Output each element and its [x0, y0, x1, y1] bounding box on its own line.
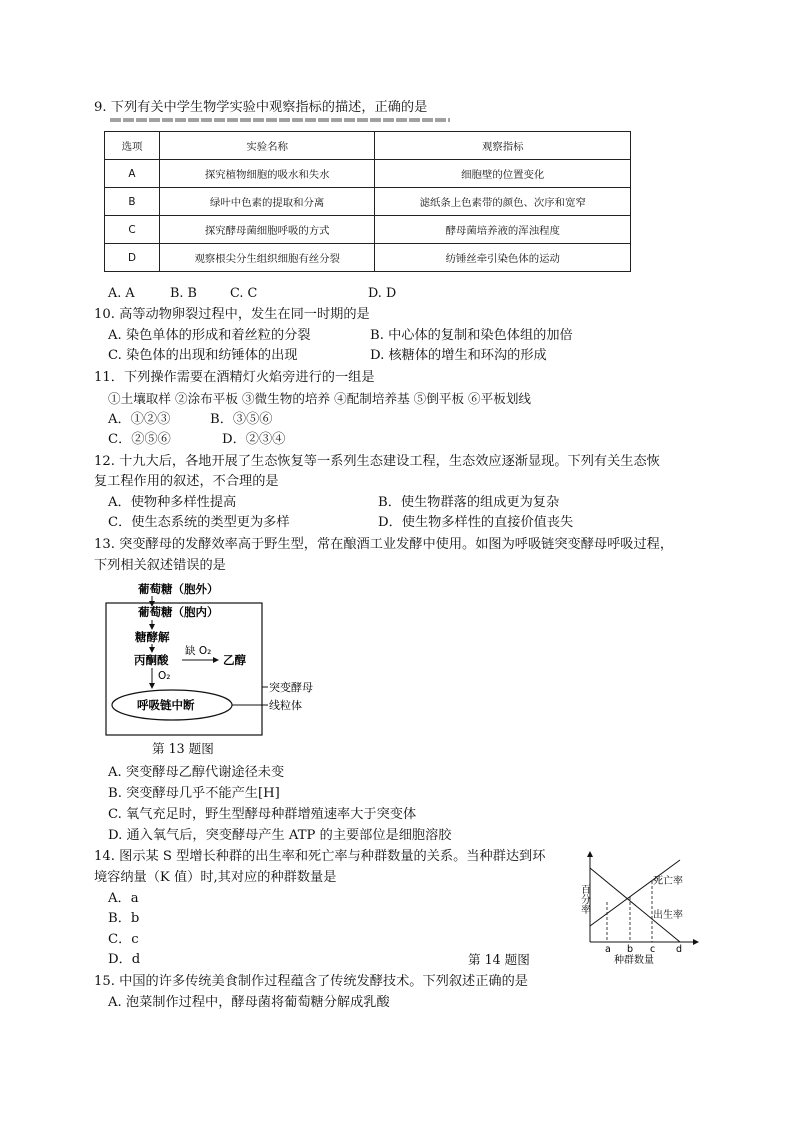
- q9-stem: 9. 下列有关中学生物学实验中观察指标的描述，正确的是: [94, 100, 428, 115]
- q11-option-c: C．②⑤⑥: [108, 432, 171, 447]
- q11-option-a: A．①②③: [108, 412, 171, 427]
- table-header: 选项: [105, 132, 160, 160]
- table-row: [105, 160, 631, 188]
- table-row: [105, 188, 631, 216]
- q15-option-a: A. 泡菜制作过程中，酵母菌将葡萄糖分解成乳酸: [108, 995, 390, 1010]
- q9-option-b: B. B: [170, 286, 197, 301]
- chain-break-label: 呼吸链中断: [137, 698, 195, 712]
- q13-option-b: B. 突变酵母几乎不能产生[H]: [108, 786, 280, 801]
- q13-stem-line1: 13. 突变酵母的发酵效率高于野生型，常在酿酒工业发酵中使用。如图为呼吸链突变酵母呼吸过程，: [94, 537, 674, 552]
- q12-option-b: B．使生物群落的组成更为复杂: [378, 495, 560, 510]
- q9-option-c: C. C: [230, 286, 258, 301]
- q12-option-a: A．使物种多样性提高: [108, 495, 237, 510]
- q14-option-d: D．d: [108, 952, 141, 967]
- table-cell: 酵母菌培养液的浑浊程度: [375, 216, 631, 244]
- q14-stem-line2: 境容纳量（K 值）时,其对应的种群数量是: [94, 870, 337, 885]
- ethanol-label: 乙醇: [223, 653, 246, 667]
- table-row: [105, 216, 631, 244]
- q12-option-d: D．使生物多样性的直接价值丧失: [378, 515, 574, 530]
- tick-label-c: c: [650, 944, 656, 955]
- q9-table: [104, 131, 631, 272]
- x-axis-label: 种群数量: [614, 955, 654, 966]
- q13-caption: 第 13 题图: [152, 741, 214, 756]
- tick-label-a: a: [605, 944, 611, 955]
- q10-option-c: C. 染色体的出现和纺锤体的出现: [108, 348, 298, 363]
- table-cell: 细胞壁的位置变化: [375, 160, 631, 188]
- oxygen-label: O₂: [158, 670, 171, 682]
- q11-items: ①土壤取样 ②涂布平板 ③微生物的培养 ④配制培养基 ⑤倒平板 ⑥平板划线: [108, 391, 532, 406]
- q10-stem: 10. 高等动物卵裂过程中，发生在同一时期的是: [94, 307, 370, 322]
- table-cell: 探究酵母菌细胞呼吸的方式: [159, 216, 375, 244]
- q14-birth-death-chart: [568, 848, 702, 966]
- table-cell: 绿叶中色素的提取和分离: [159, 188, 375, 216]
- pyruvate-label: 丙酮酸: [134, 653, 169, 667]
- q10-option-a: A. 染色单体的形成和着丝粒的分裂: [108, 328, 311, 343]
- table-cell: 观察根尖分生组织细胞有丝分裂: [159, 244, 375, 272]
- table-cell: C: [105, 216, 160, 244]
- mitochondria-label: 线粒体: [269, 699, 302, 712]
- q15-stem: 15. 中国的许多传统美食制作过程蕴含了传统发酵技术。下列叙述正确的是: [94, 974, 528, 989]
- q12-stem-line1: 12. 十九大后，各地开展了生态恢复等一系列生态建设工程，生态效应逐渐显现。下列有关生态恢: [94, 454, 660, 469]
- y-axis-label: 百分率: [578, 884, 590, 914]
- q13-option-d: D. 通入氧气后，突变酵母产生 ATP 的主要部位是细胞溶胶: [108, 828, 452, 843]
- table-row: [105, 244, 631, 272]
- table-cell: 纺锤丝牵引染色体的运动: [375, 244, 631, 272]
- q9-option-a: A. A: [108, 286, 135, 301]
- table-header: 实验名称: [159, 132, 375, 160]
- table-cell: A: [105, 160, 160, 188]
- q14-stem-line1: 14. 图示某 S 型增长种群的出生率和死亡率与种群数量的关系。当种群达到环: [94, 849, 546, 864]
- q13-option-c: C. 氧气充足时，野生型酵母种群增殖速率大于突变体: [108, 807, 417, 822]
- q10-option-d: D. 核糖体的增生和环沟的形成: [370, 348, 547, 363]
- q12-option-c: C．使生态系统的类型更为多样: [108, 515, 290, 530]
- glucose-outside-label: 葡萄糖（胞外）: [138, 582, 219, 596]
- table-cell: B: [105, 188, 160, 216]
- q11-stem: 11．下列操作需要在酒精灯火焰旁进行的一组是: [94, 370, 375, 385]
- cropped-line-remnant: [110, 118, 450, 127]
- glycolysis-label: 糖酵解: [135, 630, 170, 644]
- q9-option-d: D. D: [368, 286, 397, 301]
- q13-stem-line2: 下列相关叙述错误的是: [94, 558, 226, 573]
- q14-option-a: A．a: [108, 891, 139, 906]
- q14-caption: 第 14 题图: [468, 952, 530, 967]
- tick-label-d: d: [676, 944, 683, 955]
- glucose-inside-label: 葡萄糖（胞内）: [138, 605, 219, 619]
- table-cell: D: [105, 244, 160, 272]
- death-rate-label: 死亡率: [653, 876, 683, 887]
- q13-respiration-diagram: [100, 580, 340, 740]
- q10-option-b: B. 中心体的复制和染色体组的加倍: [370, 328, 573, 343]
- q13-option-a: A. 突变酵母乙醇代谢途径未变: [108, 765, 285, 780]
- mutant-yeast-label: 突变酵母: [269, 681, 313, 694]
- table-cell: 滤纸条上色素带的颜色、次序和宽窄: [375, 188, 631, 216]
- tick-label-b: b: [627, 944, 634, 955]
- table-header: 观察指标: [375, 132, 631, 160]
- q14-option-b: B．b: [108, 911, 140, 926]
- q11-option-b: B．③⑤⑥: [210, 412, 273, 427]
- q14-option-c: C．c: [108, 932, 139, 947]
- table-header-row: [105, 132, 631, 160]
- lack-oxygen-label: 缺 O₂: [185, 645, 212, 657]
- q12-stem-line2: 复工程作用的叙述，不合理的是: [94, 474, 279, 489]
- q11-option-d: D．②③④: [222, 432, 286, 447]
- table-cell: 探究植物细胞的吸水和失水: [159, 160, 375, 188]
- birth-rate-label: 出生率: [653, 910, 683, 921]
